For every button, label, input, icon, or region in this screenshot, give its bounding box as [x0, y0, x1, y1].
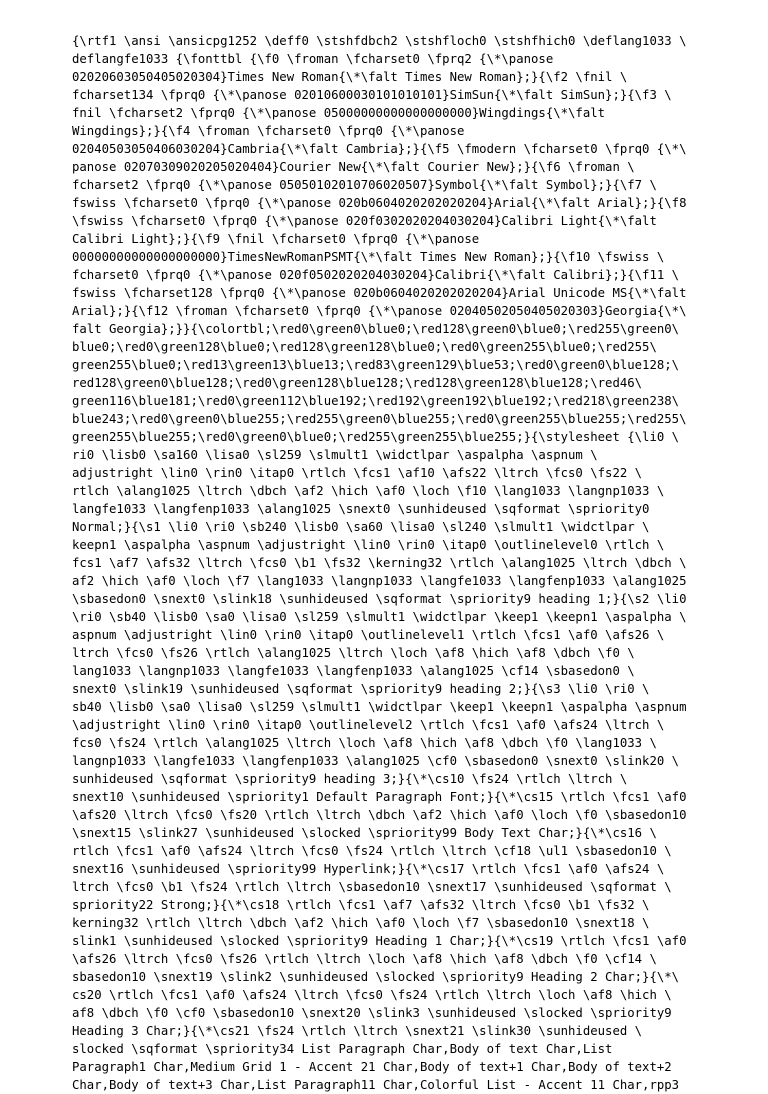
text-line: snext0 \slink19 \sunhideused \sqformat \spriority9 heading 2;}{\s3 \li0 \ri0 \: [72, 682, 650, 696]
text-line: \fswiss \fcharset0 \fprq0 {\*\panose 020f0302020204030204}Calibri Light{\*\falt: [72, 214, 657, 228]
text-line: af8 \dbch \f0 \cf0 \sbasedon10 \snext20 \slink3 \sunhideused \slocked \spriority9: [72, 1006, 672, 1020]
text-line: \adjustright \lin0 \rin0 \itap0 \outlinelevel2 \rtlch \fcs1 \af0 \afs24 \ltrch \: [72, 718, 665, 732]
text-line: Normal;}{\s1 \li0 \ri0 \sb240 \lisb0 \sa60 \lisa0 \sl240 \slmult1 \widctlpar \: [72, 520, 650, 534]
text-line: fcs1 \af7 \afs32 \ltrch \fcs0 \b1 \fs32 \kerning32 \rtlch \alang1025 \ltrch \dbch \: [72, 556, 687, 570]
text-line: adjustright \lin0 \rin0 \itap0 \rtlch \fcs1 \af10 \afs22 \ltrch \fcs0 \fs22 \: [72, 466, 643, 480]
text-line: spriority22 Strong;}{\*\cs18 \rtlch \fcs1 \af7 \afs32 \ltrch \fcs0 \b1 \fs32 \: [72, 898, 650, 912]
text-line: green116\blue181;\red0\green112\blue192;\red192\green192\blue192;\red218\green238\: [72, 394, 680, 408]
text-line: Heading 3 Char;}{\*\cs21 \fs24 \rtlch \ltrch \snext21 \slink30 \sunhideused \: [72, 1024, 643, 1038]
text-line: ltrch \fcs0 \fs26 \rtlch \alang1025 \ltrch \loch \af8 \hich \af8 \dbch \f0 \: [72, 646, 635, 660]
text-line: fnil \fcharset2 \fprq0 {\*\panose 05000000000000000000}Wingdings{\*\falt: [72, 106, 606, 120]
text-line: ltrch \fcs0 \b1 \fs24 \rtlch \ltrch \sbasedon10 \snext17 \sunhideused \sqformat \: [72, 880, 672, 894]
text-line: langnp1033 \langfe1033 \langfenp1033 \alang1025 \cf0 \sbasedon0 \snext0 \slink20 \: [72, 754, 680, 768]
text-line: Paragraph1 Char,Medium Grid 1 - Accent 21 Char,Body of text+1 Char,Body of text+2: [72, 1060, 672, 1074]
text-line: 02040503050406030204}Cambria{\*\falt Cambria};}{\f5 \fmodern \fcharset0 \fprq0 {\*\: [72, 142, 687, 156]
text-line: sb40 \lisb0 \sa0 \lisa0 \sl259 \slmult1 \widctlpar \keep1 \keepn1 \aspalpha \aspnum: [72, 700, 687, 714]
rtf-source-text: [72, 32, 712, 1094]
text-line: \snext15 \slink27 \sunhideused \slocked \spriority99 Body Text Char;}{\*\cs16 \: [72, 826, 657, 840]
text-line: \ri0 \sb40 \lisb0 \sa0 \lisa0 \sl259 \slmult1 \widctlpar \keep1 \keepn1 \aspalpha \: [72, 610, 687, 624]
text-line: kerning32 \rtlch \ltrch \dbch \af2 \hich \af0 \loch \f7 \sbasedon10 \snext18 \: [72, 916, 650, 930]
text-line: \afs26 \ltrch \fcs0 \fs26 \rtlch \ltrch \loch \af8 \hich \af8 \dbch \f0 \cf14 \: [72, 952, 657, 966]
text-line: slocked \sqformat \spriority34 List Paragraph Char,Body of text Char,List: [72, 1042, 613, 1056]
text-line: 02020603050405020304}Times New Roman{\*\falt Times New Roman};}{\f2 \fnil \: [72, 70, 628, 84]
text-line: blue243;\red0\green0\blue255;\red255\green0\blue255;\red0\green255\blue255;\red255\: [72, 412, 687, 426]
text-line: fcharset2 \fprq0 {\*\panose 05050102010706020507}Symbol{\*\falt Symbol};}{\f7 \: [72, 178, 657, 192]
text-line: Calibri Light};}{\f9 \fnil \fcharset0 \fprq0 {\*\panose: [72, 232, 480, 246]
text-line: 00000000000000000000}TimesNewRomanPSMT{\*\falt Times New Roman};}{\f10 \fswiss \: [72, 250, 665, 264]
text-line: {\rtf1 \ansi \ansicpg1252 \deff0 \stshfdbch2 \stshfloch0 \stshfhich0 \deflang1033 \: [72, 34, 687, 48]
text-line: keepn1 \aspalpha \aspnum \adjustright \lin0 \rin0 \itap0 \outlinelevel0 \rtlch \: [72, 538, 665, 552]
text-line: fcs0 \fs24 \rtlch \alang1025 \ltrch \loch \af8 \hich \af8 \dbch \f0 \lang1033 \: [72, 736, 657, 750]
text-line: Arial};}{\f12 \froman \fcharset0 \fprq0 {\*\panose 02040502050405020303}Georgia{\*\: [72, 304, 687, 318]
text-line: sunhideused \sqformat \spriority9 heading 3;}{\*\cs10 \fs24 \rtlch \ltrch \: [72, 772, 628, 786]
text-line: green255\blue255;\red0\green0\blue0;\red255\green255\blue255;}{\stylesheet {\li0 \: [72, 430, 680, 444]
text-line: lang1033 \langnp1033 \langfe1033 \langfenp1033 \alang1025 \cf14 \sbasedon0 \: [72, 664, 635, 678]
text-line: deflangfe1033 {\fonttbl {\f0 \froman \fcharset0 \fprq2 {\*\panose: [72, 52, 554, 66]
text-line: \sbasedon0 \snext0 \slink18 \sunhideused \sqformat \spriority9 heading 1;}{\s2 \li0: [72, 592, 687, 606]
text-line: green255\blue0;\red13\green13\blue13;\red83\green129\blue53;\red0\green0\blue128;\: [72, 358, 680, 372]
text-line: red128\green0\blue128;\red0\green128\blue128;\red128\green128\blue128;\red46\: [72, 376, 643, 390]
text-line: fswiss \fcharset0 \fprq0 {\*\panose 020b0604020202020204}Arial{\*\falt Arial};}{\f8: [72, 196, 687, 210]
text-line: rtlch \alang1025 \ltrch \dbch \af2 \hich \af0 \loch \f10 \lang1033 \langnp1033 \: [72, 484, 665, 498]
text-line: sbasedon10 \snext19 \slink2 \sunhideused \slocked \spriority9 Heading 2 Char;}{\*\: [72, 970, 680, 984]
text-line: slink1 \sunhideused \slocked \spriority9 Heading 1 Char;}{\*\cs19 \rtlch \fcs1 \af0: [72, 934, 687, 948]
text-line: cs20 \rtlch \fcs1 \af0 \afs24 \ltrch \fcs0 \fs24 \rtlch \ltrch \loch \af8 \hich \: [72, 988, 672, 1002]
text-line: af2 \hich \af0 \loch \f7 \lang1033 \langnp1033 \langfe1033 \langfenp1033 \alang1025: [72, 574, 687, 588]
text-line: falt Georgia};}}{\colortbl;\red0\green0\blue0;\red128\green0\blue0;\red255\green0\: [72, 322, 680, 336]
text-line: snext10 \sunhideused \spriority1 Default Paragraph Font;}{\*\cs15 \rtlch \fcs1 \af0: [72, 790, 687, 804]
text-line: rtlch \fcs1 \af0 \afs24 \ltrch \fcs0 \fs24 \rtlch \ltrch \cf18 \ul1 \sbasedon10 \: [72, 844, 672, 858]
text-line: Wingdings};}{\f4 \froman \fcharset0 \fprq0 {\*\panose: [72, 124, 465, 138]
text-line: \afs20 \ltrch \fcs0 \fs20 \rtlch \ltrch \dbch \af2 \hich \af0 \loch \f0 \sbasedon10: [72, 808, 687, 822]
text-line: blue0;\red0\green128\blue0;\red128\green128\blue0;\red0\green255\blue0;\red255\: [72, 340, 657, 354]
text-line: snext16 \sunhideused \spriority99 Hyperlink;}{\*\cs17 \rtlch \fcs1 \af0 \afs24 \: [72, 862, 665, 876]
text-line: panose 02070309020205020404}Courier New{\*\falt Courier New};}{\f6 \froman \: [72, 160, 635, 174]
text-line: fswiss \fcharset128 \fprq0 {\*\panose 020b0604020202020204}Arial Unicode MS{\*\falt: [72, 286, 687, 300]
text-line: Char,Body of text+3 Char,List Paragraph11 Char,Colorful List - Accent 11 Char,rpp3: [72, 1078, 680, 1092]
text-line: fcharset0 \fprq0 {\*\panose 020f0502020204030204}Calibri{\*\falt Calibri};}{\f11 \: [72, 268, 680, 282]
text-line: ri0 \lisb0 \sa160 \lisa0 \sl259 \slmult1 \widctlpar \aspalpha \aspnum \: [72, 448, 598, 462]
text-line: aspnum \adjustright \lin0 \rin0 \itap0 \outlinelevel1 \rtlch \fcs1 \af0 \afs26 \: [72, 628, 665, 642]
text-line: langfe1033 \langfenp1033 \alang1025 \snext0 \sunhideused \sqformat \spriority0: [72, 502, 650, 516]
text-line: fcharset134 \fprq0 {\*\panose 02010600030101010101}SimSun{\*\falt SimSun};}{\f3 \: [72, 88, 672, 102]
